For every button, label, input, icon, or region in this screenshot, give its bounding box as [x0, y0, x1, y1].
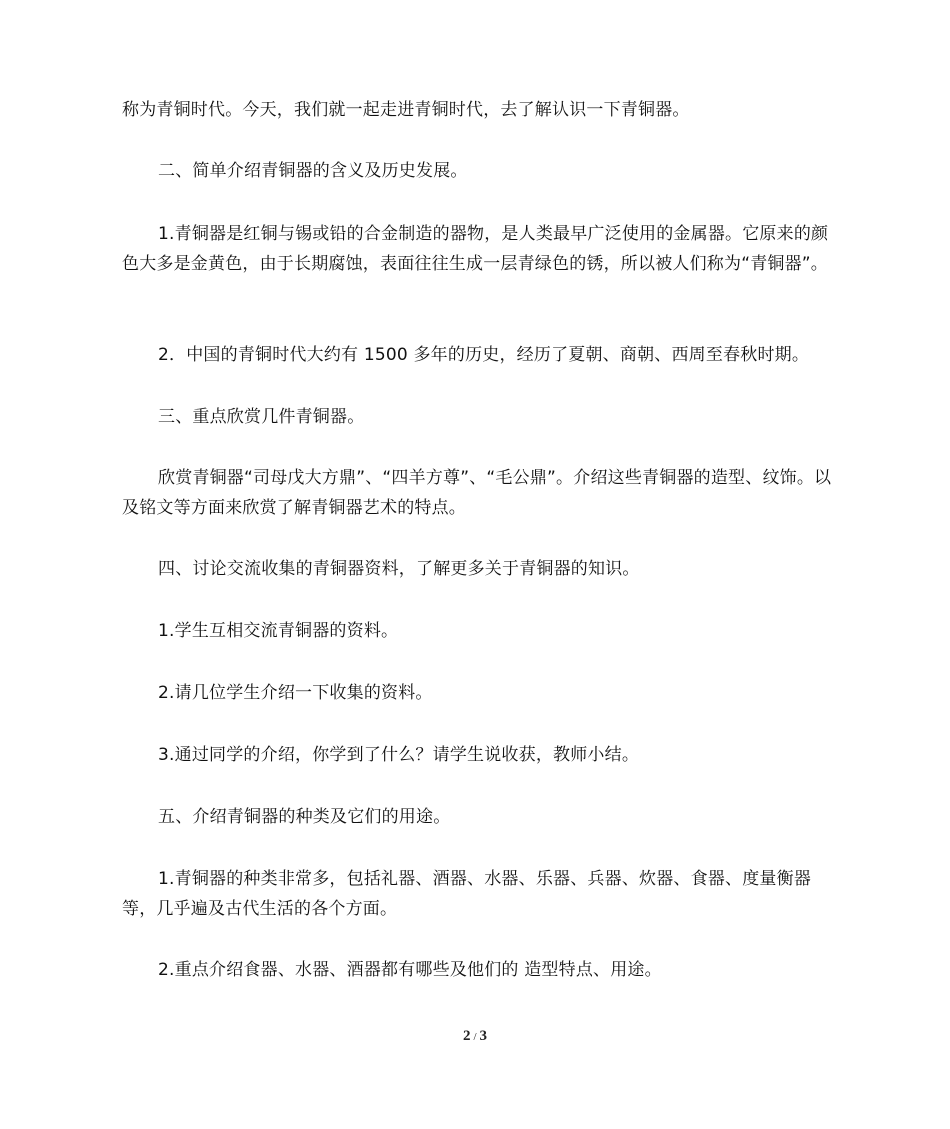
paragraph-bronze-history: 2．中国的青铜时代大约有 1500 多年的历史，经历了夏朝、商朝、西周至春秋时期。	[158, 345, 810, 365]
list-item-exchange: 1.学生互相交流青铜器的资料。	[158, 621, 399, 641]
page-number-separator: /	[473, 1031, 477, 1043]
paragraph-focus-vessels: 2.重点介绍食器、水器、酒器都有哪些及他们的 造型特点、用途。	[158, 960, 662, 980]
section-heading-5: 五、介绍青铜器的种类及它们的用途。	[158, 807, 451, 827]
paragraph-bronze-types: 1.青铜器的种类非常多，包括礼器、酒器、水器、乐器、兵器、炊器、食器、度量衡器等，几乎遍及古代生活的各个方面。	[122, 869, 812, 919]
paragraph-appreciation: 欣赏青铜器“司母戊大方鼎”、“四羊方尊”、“毛公鼎”。介绍这些青铜器的造型、纹饰。以及铭文等方面来欣赏了解青铜器艺术的特点。	[122, 468, 832, 518]
page-number-current: 2	[462, 1028, 471, 1044]
section-heading-2: 二、简单介绍青铜器的含义及历史发展。	[158, 161, 468, 181]
list-item-introduce: 2.请几位学生介绍一下收集的资料。	[158, 683, 433, 703]
section-heading-4: 四、讨论交流收集的青铜器资料，了解更多关于青铜器的知识。	[158, 559, 640, 579]
paragraph-continuation: 称为青铜时代。今天，我们就一起走进青铜时代，去了解认识一下青铜器。	[122, 100, 690, 120]
page-number-total: 3	[479, 1028, 488, 1044]
list-item-summary: 3.通过同学的介绍，你学到了什么？请学生说收获，教师小结。	[158, 745, 640, 765]
paragraph-bronze-definition: 1.青铜器是红铜与锡或铅的合金制造的器物，是人类最早广泛使用的金属器。它原来的颜色大多是金黄色，由于长期腐蚀，表面往往生成一层青绿色的锈，所以被人们称为“青铜器”。	[122, 224, 829, 274]
page-number	[0, 1028, 950, 1045]
section-heading-3: 三、重点欣赏几件青铜器。	[158, 407, 365, 427]
